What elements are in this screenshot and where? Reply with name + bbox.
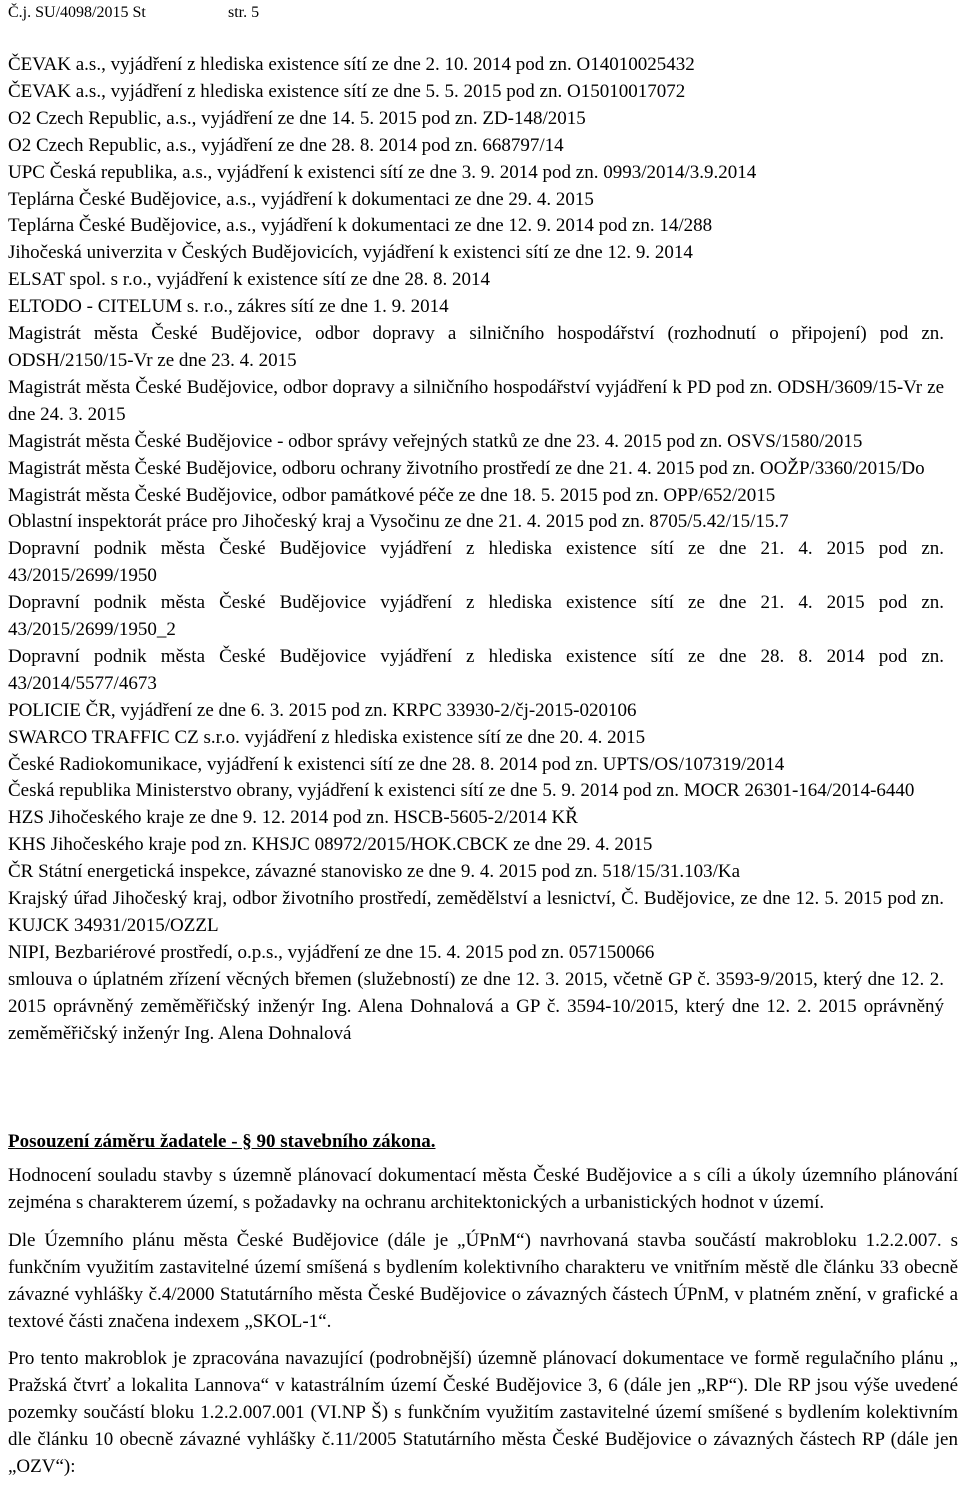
section-heading: Posouzení záměru žadatele - § 90 stavebního zákona. [8, 1131, 436, 1152]
statement-entry: Magistrát města České Budějovice, odboru ochrany životního prostředí ze dne 21. 4. 2015 pod zn. OOŽP/3360/2015/Do [8, 457, 925, 479]
statement-entry: NIPI, Bezbariérové prostředí, o.p.s., vyjádření ze dne 15. 4. 2015 pod zn. 057150066 [8, 941, 655, 963]
statement-entry: Magistrát města České Budějovice, odbor dopravy a silničního hospodářství vyjádření k PD pod zn. ODSH/3609/15-Vr ze dne 24. 3. 2015 [8, 376, 944, 425]
statement-entry: Dopravní podnik města České Budějovice vyjádření z hlediska existence sítí ze dne 28. 8. 2014 pod zn. 43/2014/5577/4673 [8, 645, 944, 694]
statement-entry: Oblastní inspektorát práce pro Jihočeský kraj a Vysočinu ze dne 21. 4. 2015 pod zn. 8705/5.42/15/15.7 [8, 511, 789, 533]
statement-entry: Teplárna České Budějovice, a.s., vyjádření k dokumentaci ze dne 29. 4. 2015 [8, 188, 594, 210]
section-body [8, 1163, 958, 1492]
case-number: Č.j. SU/4098/2015 St [8, 4, 146, 21]
statement-entry: smlouva o úplatném zřízení věcných břemen (služebností) ze dne 12. 3. 2015, včetně GP č. 3593-9/2015, který dne 12. 2. 2015 oprávněný zeměměřičský inženýr Ing. Alena Dohnalová a GP č. 3594-10/2015, který dne 12. 2. 2015 oprávněný zeměměřičský inženýr Ing. Alena Dohnalová [8, 968, 944, 1044]
statement-entry: ČEVAK a.s., vyjádření z hlediska existence sítí ze dne 2. 10. 2014 pod zn. O14010025432 [8, 54, 695, 75]
statement-entry: ČEVAK a.s., vyjádření z hlediska existence sítí ze dne 5. 5. 2015 pod zn. O15010017072 [8, 80, 686, 102]
statements-list [8, 52, 944, 1048]
statement-entry: KHS Jihočeského kraje pod zn. KHSJC 08972/2015/HOK.CBCK ze dne 29. 4. 2015 [8, 834, 653, 856]
statement-entry: Magistrát města České Budějovice - odbor správy veřejných statků ze dne 23. 4. 2015 pod zn. OSVS/1580/2015 [8, 430, 863, 452]
statement-entry: ELSAT spol. s r.o., vyjádření k existence sítí ze dne 28. 8. 2014 [8, 269, 490, 291]
statement-entry: UPC Česká republika, a.s., vyjádření k existenci sítí ze dne 3. 9. 2014 pod zn. 0993/2014/3.9.2014 [8, 161, 757, 183]
statement-entry: HZS Jihočeského kraje ze dne 9. 12. 2014 pod zn. HSCB-5605-2/2014 KŘ [8, 807, 578, 829]
statement-entry: Dopravní podnik města České Budějovice vyjádření z hlediska existence sítí ze dne 21. 4. 2015 pod zn. 43/2015/2699/1950 [8, 538, 944, 587]
statement-entry: Magistrát města České Budějovice, odbor dopravy a silničního hospodářství (rozhodnutí o připojení) pod zn. ODSH/2150/15-Vr ze dne 23. 4. 2015 [8, 323, 944, 371]
statement-entry: Magistrát města České Budějovice, odbor památkové péče ze dne 18. 5. 2015 pod zn. OPP/652/2015 [8, 484, 776, 506]
statement-entry: O2 Czech Republic, a.s., vyjádření ze dne 28. 8. 2014 pod zn. 668797/14 [8, 134, 564, 156]
statement-entry: ČR Státní energetická inspekce, závazné stanovisko ze dne 9. 4. 2015 pod zn. 518/15/31.103/Ka [8, 861, 741, 883]
page-header [8, 2, 952, 24]
statement-entry: POLICIE ČR, vyjádření ze dne 6. 3. 2015 pod zn. KRPC 33930-2/čj-2015-020106 [8, 699, 637, 721]
body-paragraph: Dle Územního plánu města České Budějovice (dále je „ÚPnM“) navrhovaná stavba součástí makrobloku 1.2.2.007. s funkčním využitím zastavitelné území smíšená s bydlením kolektivního charakteru ve vnitřním městě dle článku 33 obecně závazné vyhlášky č.4/2000 Statutárního města České Budějovice o závazných částech ÚPnM, v platném znění, v grafické a textové části značena indexem „SKOL-1“. [8, 1229, 958, 1332]
statement-entry: Krajský úřad Jihočeský kraj, odbor životního prostředí, zemědělství a lesnictví, Č. Budějovice, ze dne 12. 5. 2015 pod zn. KUJCK 34931/2015/OZZL [8, 888, 944, 936]
page-number: str. 5 [228, 4, 260, 21]
statement-entry: Dopravní podnik města České Budějovice vyjádření z hlediska existence sítí ze dne 21. 4. 2015 pod zn. 43/2015/2699/1950_2 [8, 592, 944, 641]
statement-entry: Česká republika Ministerstvo obrany, vyjádření k existenci sítí ze dne 5. 9. 2014 pod zn. MOCR 26301-164/2014-6440 [8, 780, 915, 802]
statement-entry: Jihočeská univerzita v Českých Budějovicích, vyjádření k existenci sítí ze dne 12. 9. 2014 [8, 242, 693, 264]
body-paragraph: Hodnocení souladu stavby s územně plánovací dokumentací města České Budějovice a s cíli a úkoly územního plánování zejména s charakterem území, s požadavky na ochranu architektonických a urbanistických hodnot v území. [8, 1165, 958, 1213]
body-paragraph: Pro tento makroblok je zpracována navazující (podrobnější) územně plánovací dokumentace ve formě regulačního plánu „ Pražská čtvrť a lokalita Lannova“ v katastrálním území České Budějovice 3, 6 (dále jen „RP“). Dle RP jsou výše uvedené pozemky součástí bloku 1.2.2.007.001 (VI.NP Š) s funkčním využitím zastavitelné území smíšené s bydlením kolektivním dle článku 10 obecně závazné vyhlášky č.11/2005 Statutárního města České Budějovice o závazných částech RP (dále jen „OZV“): [8, 1348, 958, 1478]
statement-entry: SWARCO TRAFFIC CZ s.r.o. vyjádření z hlediska existence sítí ze dne 20. 4. 2015 [8, 726, 646, 748]
statement-entry: ELTODO - CITELUM s. r.o., zákres sítí ze dne 1. 9. 2014 [8, 296, 449, 318]
statement-entry: České Radiokomunikace, vyjádření k existenci sítí ze dne 28. 8. 2014 pod zn. UPTS/OS/107319/2014 [8, 753, 785, 775]
statement-entry: Teplárna České Budějovice, a.s., vyjádření k dokumentaci ze dne 12. 9. 2014 pod zn. 14/288 [8, 215, 713, 237]
statement-entry: O2 Czech Republic, a.s., vyjádření ze dne 14. 5. 2015 pod zn. ZD-148/2015 [8, 107, 586, 129]
